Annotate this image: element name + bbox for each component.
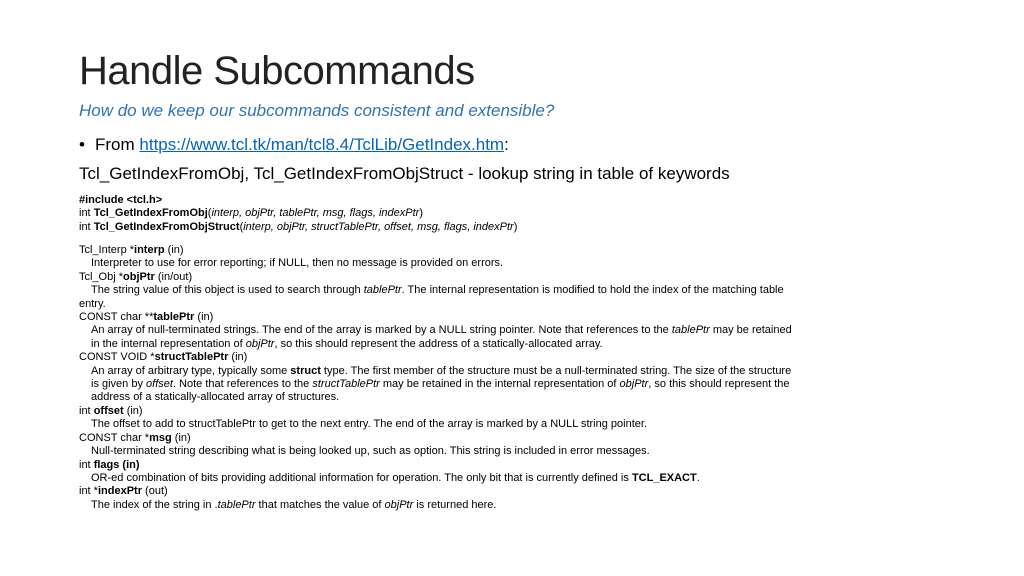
param-interp: Tcl_Interp *interp (in) xyxy=(79,244,184,256)
param-structtableptr-desc: An array of arbitrary type, typically some struct type. The first member of the structure must be a null-terminated string. The size of the structure xyxy=(91,364,792,377)
param-interp-desc: Interpreter to use for error reporting; if NULL, then no message is provided on errors. xyxy=(91,257,504,270)
param-objptr: Tcl_Obj *objPtr (in/out) xyxy=(79,270,193,283)
param-msg-desc: Null-terminated string describing what is being looked up, such as option. This string is included in error messages. xyxy=(91,445,650,458)
param-tableptr-desc-cont: in the internal representation of objPtr, so this should represent the address of a statically-allocated array. xyxy=(91,337,603,350)
parameter-list xyxy=(79,244,919,512)
function-summary: Tcl_GetIndexFromObj, Tcl_GetIndexFromObjStruct - lookup string in table of keywords xyxy=(79,164,730,183)
param-tableptr-desc: An array of null-terminated strings. The end of the array is marked by a NULL string pointer. Note that references to the tablePtr may be retained xyxy=(91,324,792,337)
param-flags: int flags (in) xyxy=(79,458,140,471)
synopsis-line-2: int Tcl_GetIndexFromObjStruct(interp, objPtr, structTablePtr, offset, msg, flags, indexPtr) xyxy=(79,220,518,233)
bullet-suffix: : xyxy=(504,135,509,154)
param-objptr-desc: The string value of this object is used to search through tablePtr. The internal representation is modified to hold the index of the matching table xyxy=(91,284,784,297)
param-indexptr-desc: The index of the string in .tablePtr that matches the value of objPtr is returned here. xyxy=(91,498,497,511)
bullet-prefix: From xyxy=(95,135,140,154)
param-structtableptr-desc-end: address of a statically-allocated array of structures. xyxy=(91,391,340,404)
include-line: #include <tcl.h> xyxy=(79,194,163,206)
manpage-link[interactable]: https://www.tcl.tk/man/tcl8.4/TclLib/GetIndex.htm xyxy=(139,135,505,154)
param-structtableptr: CONST VOID *structTablePtr (in) xyxy=(79,351,248,364)
param-offset: int offset (in) xyxy=(79,404,143,417)
param-indexptr: int *indexPtr (out) xyxy=(79,485,168,498)
param-structtableptr-desc-cont: is given by offset. Note that references to the structTablePtr may be retained in the internal representation of objPtr, so this should represent the xyxy=(91,378,790,391)
param-tableptr: CONST char **tablePtr (in) xyxy=(79,311,214,324)
param-objptr-desc-cont: entry. xyxy=(79,297,106,310)
synopsis-block xyxy=(79,194,517,234)
slide-title: Handle Subcommands xyxy=(79,49,475,93)
param-msg: CONST char *msg (in) xyxy=(79,431,191,444)
synopsis-line-1: int Tcl_GetIndexFromObj(interp, objPtr, tablePtr, msg, flags, indexPtr) xyxy=(79,207,424,220)
param-flags-desc: OR-ed combination of bits providing additional information for operation. The only bit that is currently defined is TCL_EXACT. xyxy=(91,471,700,484)
source-bullet xyxy=(79,135,509,155)
slide-subtitle: How do we keep our subcommands consistent and extensible? xyxy=(79,101,555,120)
bullet-icon: • xyxy=(79,135,85,154)
param-offset-desc: The offset to add to structTablePtr to get to the next entry. The end of the array is marked by a NULL string pointer. xyxy=(91,418,648,431)
